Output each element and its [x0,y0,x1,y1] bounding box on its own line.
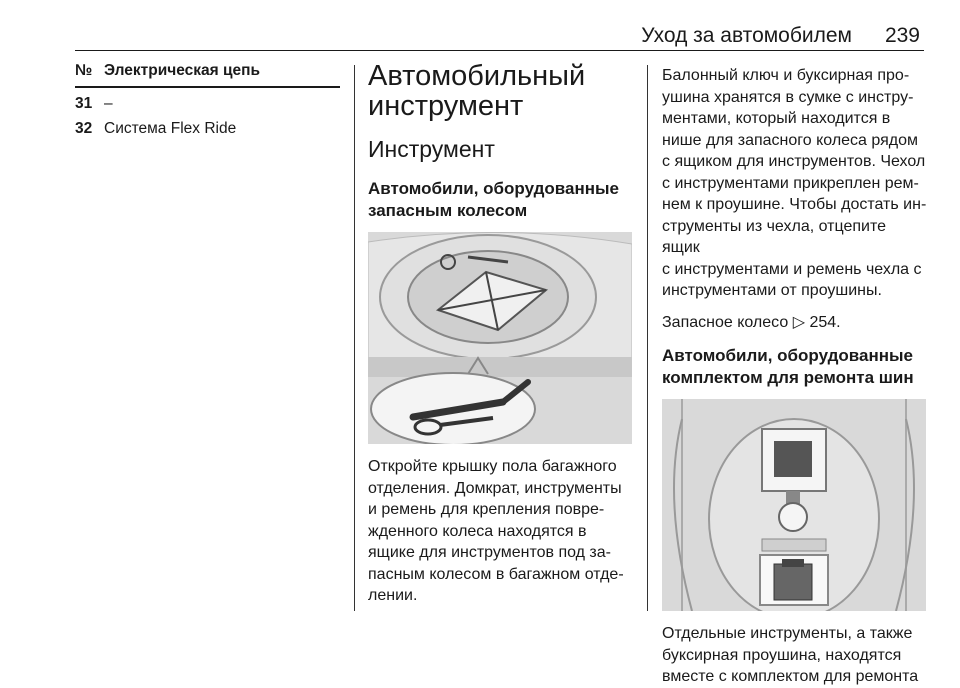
paragraph-line: лении. [368,587,418,604]
paragraph-line: ящике для инструментов под за- [368,544,611,561]
section-title-line: Автомобильный [368,60,586,92]
table-header [75,55,340,88]
section-title [368,61,633,121]
table-row [75,88,340,113]
paragraph-line: жденного колеса находятся в [368,522,587,540]
heading-line: Автомобили, оборудованные [368,179,619,198]
table-cell-number: 31 [75,95,93,112]
paragraph-line: струменты из чехла, отцепите ящик [662,217,887,256]
paragraph-line: Балонный ключ и буксирная про- [662,67,910,84]
table-header-circuit: Электрическая цепь [104,62,261,79]
page-number: 239 [884,24,920,47]
paragraph-line: ушина хранятся в сумке с инстру- [662,88,914,106]
fuse-table [75,55,340,138]
heading-line: запасным колесом [368,201,528,220]
paragraph-line: с ящиком для инструментов. Чехол [662,153,926,170]
paragraph-line: ментами, который находится в [662,110,891,127]
spare-wheel-paragraph [368,456,633,607]
repair-kit-illustration [662,399,926,611]
paragraph-line: инструментами от проушины. [662,282,882,299]
tools-section [368,55,633,607]
paragraph-line: отделения. Домкрат, инструменты [368,479,622,497]
heading-line: Автомобили, оборудованные [662,346,913,365]
spare-wheel-tools-illustration [368,232,632,444]
spare-wheel-heading [368,178,633,222]
running-header-title: Уход за автомобилем [641,24,852,47]
paragraph-line: вместе с комплектом для ремонта [662,668,919,685]
column-divider [647,65,648,611]
paragraph-line: Откройте крышку пола багажного [368,458,617,475]
reference-text: Запасное колесо [662,313,789,331]
spare-wheel-drawing [368,232,632,444]
heading-line: комплектом для ремонта шин [662,368,914,387]
cross-reference[interactable] [662,312,927,334]
paragraph-line: с инструментами и ремень чехла с [662,260,922,278]
tools-continued-section [662,55,927,688]
column-divider [354,65,355,611]
repair-kit-drawing [662,399,926,611]
table-header-number: № [75,62,93,79]
tools-storage-paragraph [662,65,927,302]
table-cell-circuit: Система Flex Ride [104,120,237,137]
paragraph-line: Отдельные инструменты, а также [662,625,913,642]
paragraph-line: нем к проушине. Чтобы достать ин- [662,196,927,213]
paragraph-line: пасным колесом в багажном отде- [368,565,624,583]
paragraph-line: с инструментами прикреплен рем- [662,174,919,192]
table-cell-circuit: – [104,95,113,112]
repair-kit-heading [662,345,927,389]
arrow-reference-icon: ▷ [792,313,806,331]
section-subtitle: Инструмент [368,136,495,162]
section-title-line: инструмент [368,90,524,122]
table-cell-number: 32 [75,120,93,137]
table-row [75,113,340,138]
paragraph-line: нише для запасного колеса рядом [662,131,919,149]
paragraph-line: и ремень для крепления повре- [368,501,605,518]
header-divider [75,50,924,51]
reference-page[interactable]: 254. [809,313,841,331]
repair-kit-paragraph [662,623,927,688]
paragraph-line: буксирная проушина, находятся [662,646,902,664]
